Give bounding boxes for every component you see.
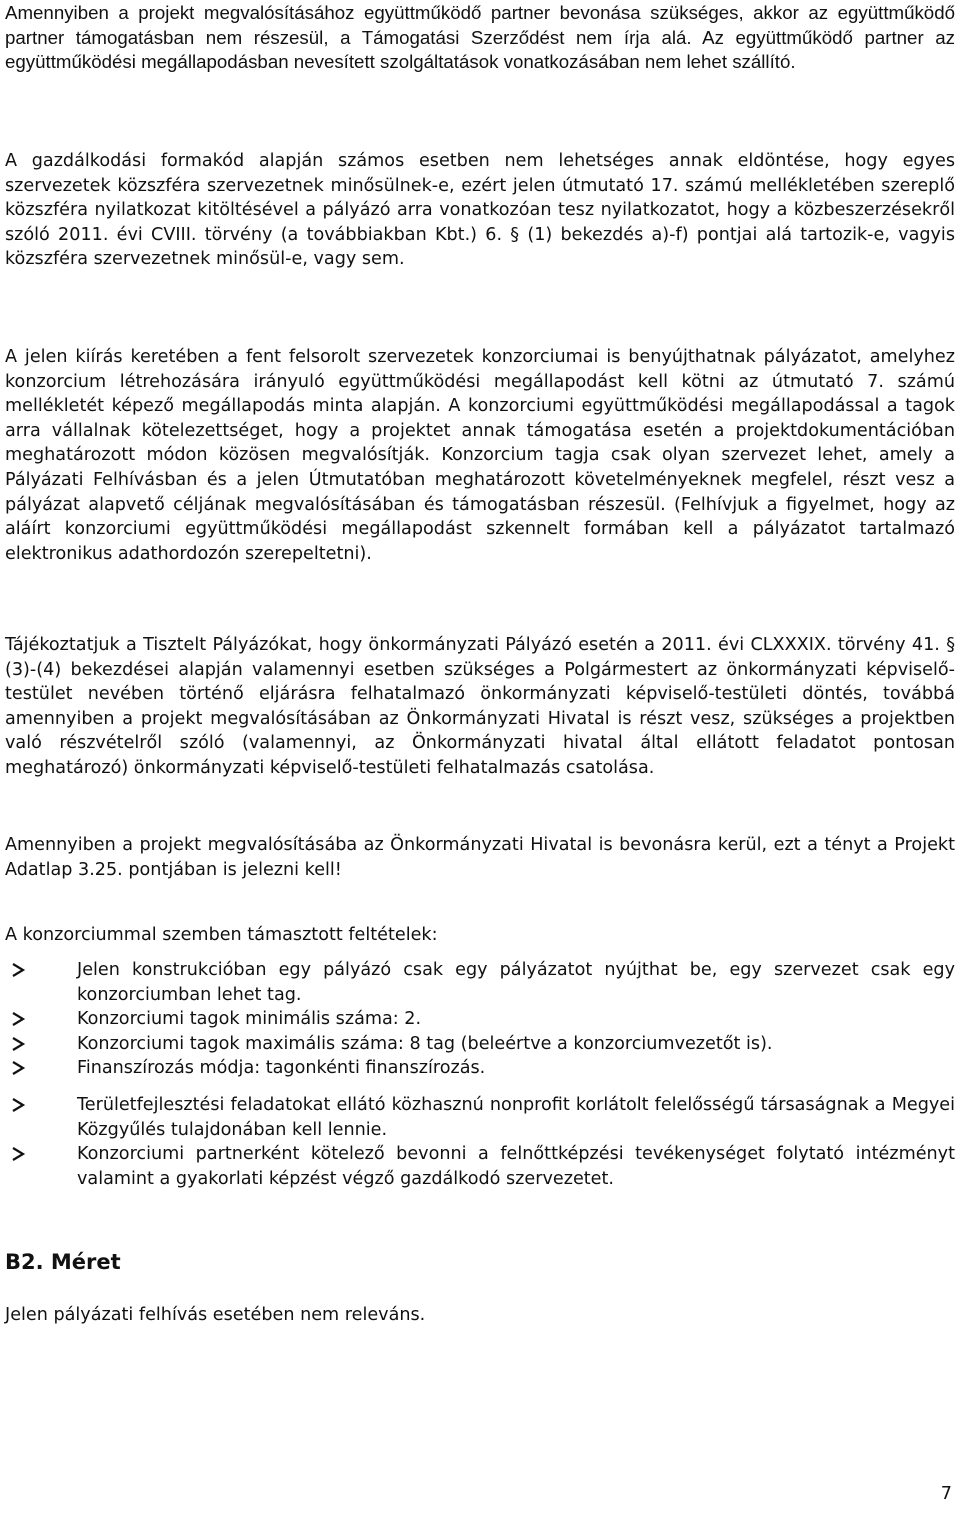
list-item xyxy=(5,1032,955,1057)
arrow-bullet-icon xyxy=(9,1007,29,1031)
conditions-list xyxy=(5,958,955,1191)
list-item-text: Jelen konstrukcióban egy pályázó csak egy pályázatot nyújthat be, egy szervezet csak egy konzorciumban lehet tag. xyxy=(77,960,955,1005)
list-item xyxy=(5,1007,955,1032)
list-item xyxy=(5,958,955,1007)
list-item xyxy=(5,1056,955,1081)
list-item-text: Konzorciumi tagok minimális száma: 2. xyxy=(77,1009,422,1030)
paragraph-feltetelek-intro: A konzorciummal szemben támasztott feltételek: xyxy=(5,925,438,945)
paragraph-meret: Jelen pályázati felhívás esetében nem releváns. xyxy=(5,1305,426,1325)
arrow-bullet-icon xyxy=(9,958,29,982)
arrow-bullet-icon xyxy=(9,1142,29,1166)
list-item xyxy=(5,1142,955,1191)
list-item-text: Finanszírozás módja: tagonkénti finanszírozás. xyxy=(77,1058,486,1079)
list-item xyxy=(5,1093,955,1142)
paragraph-konzorcium: A jelen kiírás keretében a fent felsorolt szervezetek konzorciumai is benyújthatnak pályázatot, amelyhez konzorcium létrehozására irányuló együttműködési megállapodást kell kötni az útmutató 7. számú mellékletét képező megállapodás minta alapján. A konzorciumi együttműködési megállapodással a tagok arra vállalnak kötelezettséget, hogy a projektet annak támogatása esetén a projektdokumentációban meghatározott módon közösen megvalósítják. Konzorcium tagja csak olyan szervezet lehet, amely a Pályázati Felhívásban és a jelen Útmutatóban meghatározott követelményeknek megfelel, részt vesz a pályázat alapvető céljának megvalósításában és támogatásban részesül. (Felhívjuk a figyelmet, hogy az aláírt konzorciumi együttműködési megállapodást szkennelt formában kell a pályázatot tartalmazó elektronikus adathordozón szerepeltetni). xyxy=(5,347,955,564)
list-item-text: Konzorciumi partnerként kötelező bevonni a felnőttképzési tevékenységet folytató intézményt valamint a gyakorlati képzést végző gazdálkodó szervezetet. xyxy=(77,1144,955,1189)
list-item-text: Területfejlesztési feladatokat ellátó közhasznú nonprofit korlátolt felelősségű társaságnak a Megyei Közgyűlés tulajdonában kell lennie. xyxy=(77,1094,955,1140)
page-number: 7 xyxy=(940,1484,952,1504)
paragraph-onkormanyzat: Tájékoztatjuk a Tisztelt Pályázókat, hogy önkormányzati Pályázó esetén a 2011. évi CLXXXIX. törvény 41. § (3)-(4) bekezdései alapján valamennyi esetben szükséges a Polgármestert az önkormányzati képviselő-testület nevében történő eljárásra felhatalmazó önkormányzati képviselő-testületi döntés, továbbá amennyiben a projekt megvalósításában az Önkormányzati Hivatal is részt vesz, szükséges a projektben való részvételről szóló (valamennyi, az Önkormányzati hivatal által ellátott feladatot pontosan meghatározó) önkormányzati képviselő-testületi felhatalmazás csatolása. xyxy=(5,635,955,778)
section-heading: B2. Méret xyxy=(5,1250,121,1274)
paragraph-kozszfera: A gazdálkodási formakód alapján számos esetben nem lehetséges annak eldöntése, hogy egyes szervezetek közszféra szervezetnek minősülnek-e, ezért jelen útmutató 17. számú mellékletében szereplő közszféra nyilatkozat kitöltésével a pályázó arra vonatkozóan tesz nyilatkozatot, hogy a közbeszerzésekről szóló 2011. évi CVIII. törvény (a továbbiakban Kbt.) 6. § (1) bekezdés a)-f) pontjai alá tartozik-e, vagyis közszféra szervezetnek minősül-e, vagy sem. xyxy=(5,151,955,270)
arrow-bullet-icon xyxy=(9,1032,29,1056)
arrow-bullet-icon xyxy=(9,1093,29,1117)
paragraph-hivatal: Amennyiben a projekt megvalósításába az Önkormányzati Hivatal is bevonásra kerül, ezt a tényt a Projekt Adatlap 3.25. pontjában is jelezni kell! xyxy=(5,835,955,880)
paragraph-partner: Amennyiben a projekt megvalósításához együttműködő partner bevonása szükséges, akkor az együttműködő partner támogatásban nem részesül, a Támogatási Szerződést nem írja alá. Az együttműködő partner az együttműködési megállapodásban nevesített szolgáltatások vonatkozásában nem lehet szállító. xyxy=(5,2,955,73)
arrow-bullet-icon xyxy=(9,1056,29,1080)
list-item-text: Konzorciumi tagok maximális száma: 8 tag (beleértve a konzorciumvezetőt is). xyxy=(77,1033,773,1054)
